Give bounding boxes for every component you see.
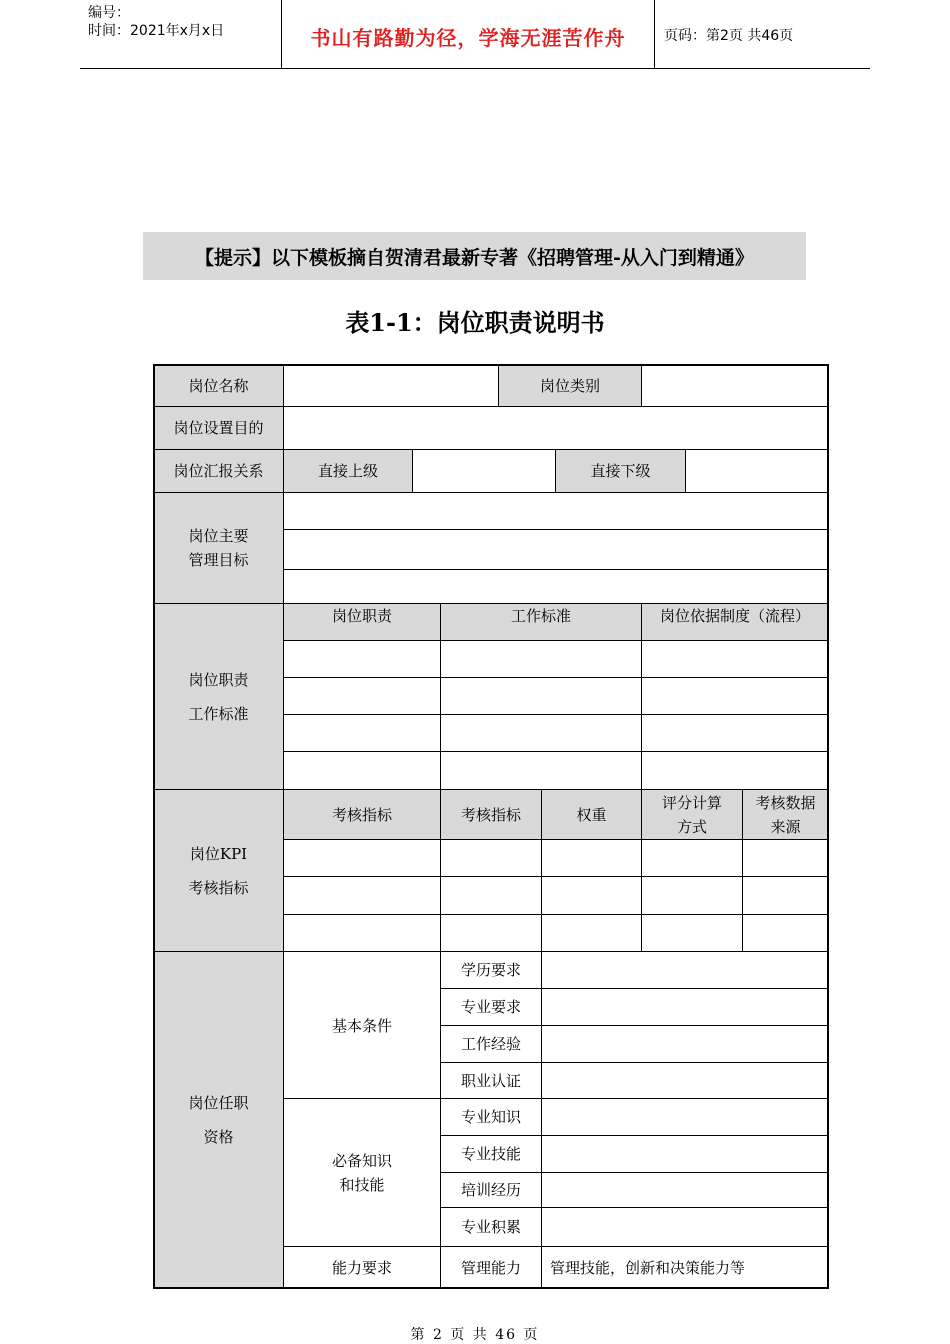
main-goals-line1: 岗位主要 <box>188 527 249 545</box>
duty-cell[interactable] <box>283 640 441 678</box>
policy-cell[interactable] <box>641 751 829 790</box>
col-standard: 工作标准 <box>440 603 642 641</box>
label-training: 培训经历 <box>440 1172 542 1208</box>
accumulation-field[interactable] <box>541 1207 829 1247</box>
label-mgmt-ability: 管理能力 <box>440 1246 542 1289</box>
label-knowledge-skills <box>283 1098 441 1247</box>
knowledge-line2: 和技能 <box>339 1175 385 1194</box>
number-label: 编号： <box>88 5 130 21</box>
label-certification: 职业认证 <box>440 1062 542 1099</box>
job-purpose-field[interactable] <box>283 406 829 450</box>
direct-subordinate-field[interactable] <box>685 449 829 493</box>
label-basic-conditions: 基本条件 <box>283 951 441 1099</box>
label-education: 学历要求 <box>440 951 542 989</box>
col-duty: 岗位职责 <box>283 603 441 641</box>
label-experience: 工作经验 <box>440 1025 542 1063</box>
col-kpi-indicator-1: 考核指标 <box>283 789 441 840</box>
kpi-cell[interactable] <box>641 839 743 877</box>
main-goals-field-3[interactable] <box>283 569 829 604</box>
policy-cell[interactable] <box>641 714 829 752</box>
standard-cell[interactable] <box>440 640 642 678</box>
qual-line1: 岗位任职 <box>188 1094 249 1112</box>
job-name-field[interactable] <box>283 364 499 407</box>
col-policy: 岗位依据制度（流程） <box>641 603 829 641</box>
time-label: 时间：2021年x月x日 <box>88 23 225 39</box>
kpi-cell[interactable] <box>440 876 542 915</box>
direct-superior-field[interactable] <box>412 449 556 493</box>
experience-field[interactable] <box>541 1025 829 1063</box>
label-job-purpose: 岗位设置目的 <box>153 406 284 450</box>
job-category-field[interactable] <box>641 364 829 407</box>
major-field[interactable] <box>541 988 829 1026</box>
duty-cell[interactable] <box>283 677 441 715</box>
kpi-cell[interactable] <box>541 914 642 952</box>
kpi-cell[interactable] <box>440 914 542 952</box>
label-report-relation: 岗位汇报关系 <box>153 449 284 493</box>
education-field[interactable] <box>541 951 829 989</box>
mgmt-ability-value[interactable]: 管理技能，创新和决策能力等 <box>541 1246 829 1289</box>
kpi-cell[interactable] <box>541 876 642 915</box>
scoring-line1: 评分计算 <box>661 793 722 812</box>
duties-line2: 工作标准 <box>188 704 249 723</box>
kpi-cell[interactable] <box>641 876 743 915</box>
source-line1: 考核数据 <box>755 793 816 812</box>
label-ability: 能力要求 <box>283 1246 441 1289</box>
kpi-line1: 岗位KPI <box>189 844 248 863</box>
label-direct-subordinate: 直接下级 <box>555 449 686 493</box>
col-data-source <box>742 789 829 840</box>
kpi-cell[interactable] <box>742 914 829 952</box>
label-job-name: 岗位名称 <box>153 364 284 407</box>
kpi-cell[interactable] <box>742 876 829 915</box>
label-qualifications <box>153 951 284 1289</box>
kpi-line2: 考核指标 <box>188 878 249 897</box>
source-line2: 来源 <box>770 817 801 836</box>
page-code: 页码：第2页 共46页 <box>664 28 794 44</box>
standard-cell[interactable] <box>440 677 642 715</box>
label-major: 专业要求 <box>440 988 542 1026</box>
main-goals-field-1[interactable] <box>283 492 829 530</box>
kpi-cell[interactable] <box>283 839 441 877</box>
hint-banner: 【提示】以下模板摘自贺清君最新专著《招聘管理-从入门到精通》 <box>143 232 806 280</box>
main-goals-field-2[interactable] <box>283 529 829 570</box>
knowledge-line1: 必备知识 <box>331 1151 392 1170</box>
qual-line2: 资格 <box>203 1128 234 1146</box>
kpi-cell[interactable] <box>541 839 642 877</box>
label-main-goals <box>153 492 284 604</box>
kpi-cell[interactable] <box>742 839 829 877</box>
certification-field[interactable] <box>541 1062 829 1099</box>
label-job-category: 岗位类别 <box>498 364 642 407</box>
duty-cell[interactable] <box>283 751 441 790</box>
standard-cell[interactable] <box>440 751 642 790</box>
kpi-cell[interactable] <box>641 914 743 952</box>
label-accumulation: 专业积累 <box>440 1207 542 1247</box>
header-divider <box>654 0 655 68</box>
header-meta <box>88 4 224 40</box>
label-pro-knowledge: 专业知识 <box>440 1098 542 1136</box>
standard-cell[interactable] <box>440 714 642 752</box>
col-kpi-indicator-2: 考核指标 <box>440 789 542 840</box>
scoring-line2: 方式 <box>676 817 707 836</box>
page-footer: 第 2 页 共 46 页 <box>410 1327 540 1343</box>
pro-knowledge-field[interactable] <box>541 1098 829 1136</box>
col-weight: 权重 <box>541 789 642 840</box>
main-goals-line2: 管理目标 <box>188 551 249 569</box>
header-motto: 书山有路勤为径，学海无涯苦作舟 <box>310 26 626 50</box>
pro-skill-field[interactable] <box>541 1135 829 1173</box>
label-direct-superior: 直接上级 <box>283 449 413 493</box>
kpi-cell[interactable] <box>440 839 542 877</box>
page-title: 表1-1：岗位职责说明书 <box>345 308 605 337</box>
policy-cell[interactable] <box>641 640 829 678</box>
label-duties-standards <box>153 603 284 790</box>
policy-cell[interactable] <box>641 677 829 715</box>
kpi-cell[interactable] <box>283 876 441 915</box>
page-header <box>80 0 870 69</box>
label-kpi <box>153 789 284 952</box>
training-field[interactable] <box>541 1172 829 1208</box>
col-scoring <box>641 789 743 840</box>
duty-cell[interactable] <box>283 714 441 752</box>
duties-line1: 岗位职责 <box>188 670 249 689</box>
kpi-cell[interactable] <box>283 914 441 952</box>
label-pro-skill: 专业技能 <box>440 1135 542 1173</box>
